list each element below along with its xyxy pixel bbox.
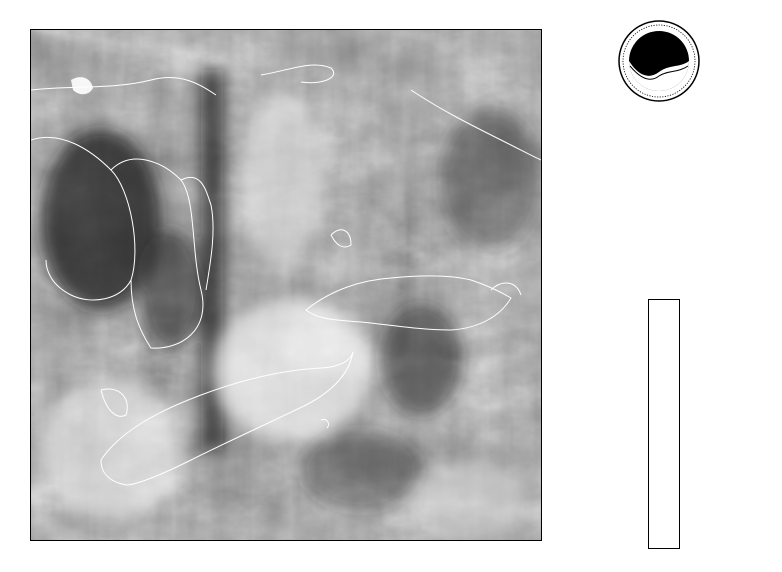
satellite-image — [30, 29, 542, 541]
noaa-logo — [618, 20, 700, 102]
reflectance-colorbar — [648, 299, 680, 549]
